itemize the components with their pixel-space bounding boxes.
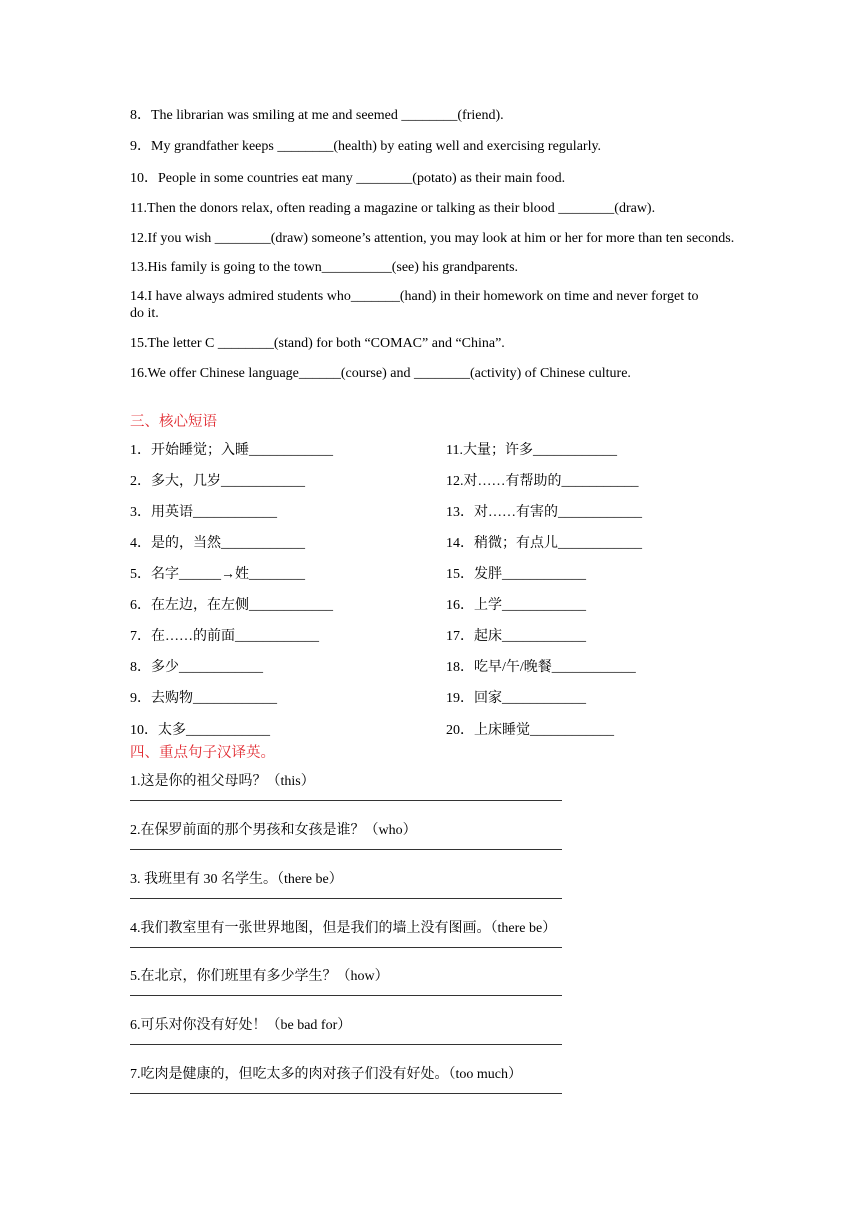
phrase-14: 14．稍微；有点儿____________ xyxy=(446,536,642,551)
phrase-10: 10．太多____________ xyxy=(130,723,270,738)
phrase-19: 19．回家____________ xyxy=(446,691,586,706)
phrase-15: 15．发胖____________ xyxy=(446,567,586,582)
translation-item-5 xyxy=(130,968,570,996)
translation-prompt: 3. 我班里有 30 名学生。（there be） xyxy=(130,872,343,887)
translation-prompt: 1.这是你的祖父母吗？（this） xyxy=(130,774,315,789)
question-15: 15.The letter C ________(stand) for both “COMAC” and “China”. xyxy=(130,336,505,351)
translation-item-4 xyxy=(130,920,570,948)
translation-item-1 xyxy=(130,773,570,801)
question-16: 16.We offer Chinese language______(course) and ________(activity) of Chinese culture. xyxy=(130,366,631,381)
answer-line[interactable] xyxy=(130,1093,562,1094)
question-11: 11.Then the donors relax, often reading a magazine or talking as their blood ________(draw). xyxy=(130,201,656,216)
translation-item-7 xyxy=(130,1066,570,1094)
phrase-5: 5．名字______→姓________ xyxy=(130,567,305,582)
phrase-16: 16．上学____________ xyxy=(446,598,586,613)
translation-item-3 xyxy=(130,871,570,899)
answer-line[interactable] xyxy=(130,995,562,996)
phrase-11: 11.大量；许多____________ xyxy=(446,443,617,458)
section-4-heading: 四、重点句子汉译英。 xyxy=(130,745,275,761)
question-9: 9．My grandfather keeps ________(health) by eating well and exercising regularly. xyxy=(130,139,602,154)
phrase-20: 20．上床睡觉____________ xyxy=(446,723,614,738)
translation-prompt: 5.在北京，你们班里有多少学生？（how） xyxy=(130,969,389,984)
phrase-12: 12.对……有帮助的___________ xyxy=(446,474,639,489)
answer-line[interactable] xyxy=(130,849,562,850)
phrase-3: 3．用英语____________ xyxy=(130,505,277,520)
answer-line[interactable] xyxy=(130,898,562,899)
answer-line[interactable] xyxy=(130,947,562,948)
question-13: 13.His family is going to the town__________(see) his grandparents. xyxy=(130,260,519,275)
answer-line[interactable] xyxy=(130,1044,562,1045)
translation-prompt: 4.我们教室里有一张世界地图，但是我们的墙上没有图画。（there be） xyxy=(130,921,557,936)
question-10: 10．People in some countries eat many ________(potato) as their main food. xyxy=(130,171,566,186)
phrase-18: 18．吃早/午/晚餐____________ xyxy=(446,660,636,675)
fill-in-section xyxy=(130,105,740,382)
answer-line[interactable] xyxy=(130,800,562,801)
translation-prompt: 6.可乐对你没有好处！（be bad for） xyxy=(130,1018,352,1033)
translation-item-2 xyxy=(130,822,570,850)
phrase-13: 13．对……有害的____________ xyxy=(446,505,642,520)
question-8: 8．The librarian was smiling at me and seemed ________(friend). xyxy=(130,108,504,123)
phrase-9: 9．去购物____________ xyxy=(130,691,277,706)
section-3-heading: 三、核心短语 xyxy=(130,414,217,430)
translation-item-6 xyxy=(130,1017,570,1045)
translation-prompt: 2.在保罗前面的那个男孩和女孩是谁？（who） xyxy=(130,823,417,838)
phrase-7: 7．在……的前面____________ xyxy=(130,629,319,644)
phrase-8: 8．多少____________ xyxy=(130,660,263,675)
phrase-1: 1．开始睡觉；入睡____________ xyxy=(130,443,333,458)
phrase-4: 4．是的，当然____________ xyxy=(130,536,305,551)
translation-prompt: 7.吃肉是健康的，但吃太多的肉对孩子们没有好处。（too much） xyxy=(130,1067,522,1082)
phrase-6: 6．在左边，在左侧____________ xyxy=(130,598,333,613)
question-14: 14.I have always admired students who_______(hand) in their homework on time and never forget to do it. xyxy=(130,289,699,321)
phrase-2: 2．多大，几岁____________ xyxy=(130,474,305,489)
question-12: 12.If you wish ________(draw) someone’s attention, you may look at him or her for more than ten seconds. xyxy=(130,231,735,246)
phrase-17: 17．起床____________ xyxy=(446,629,586,644)
